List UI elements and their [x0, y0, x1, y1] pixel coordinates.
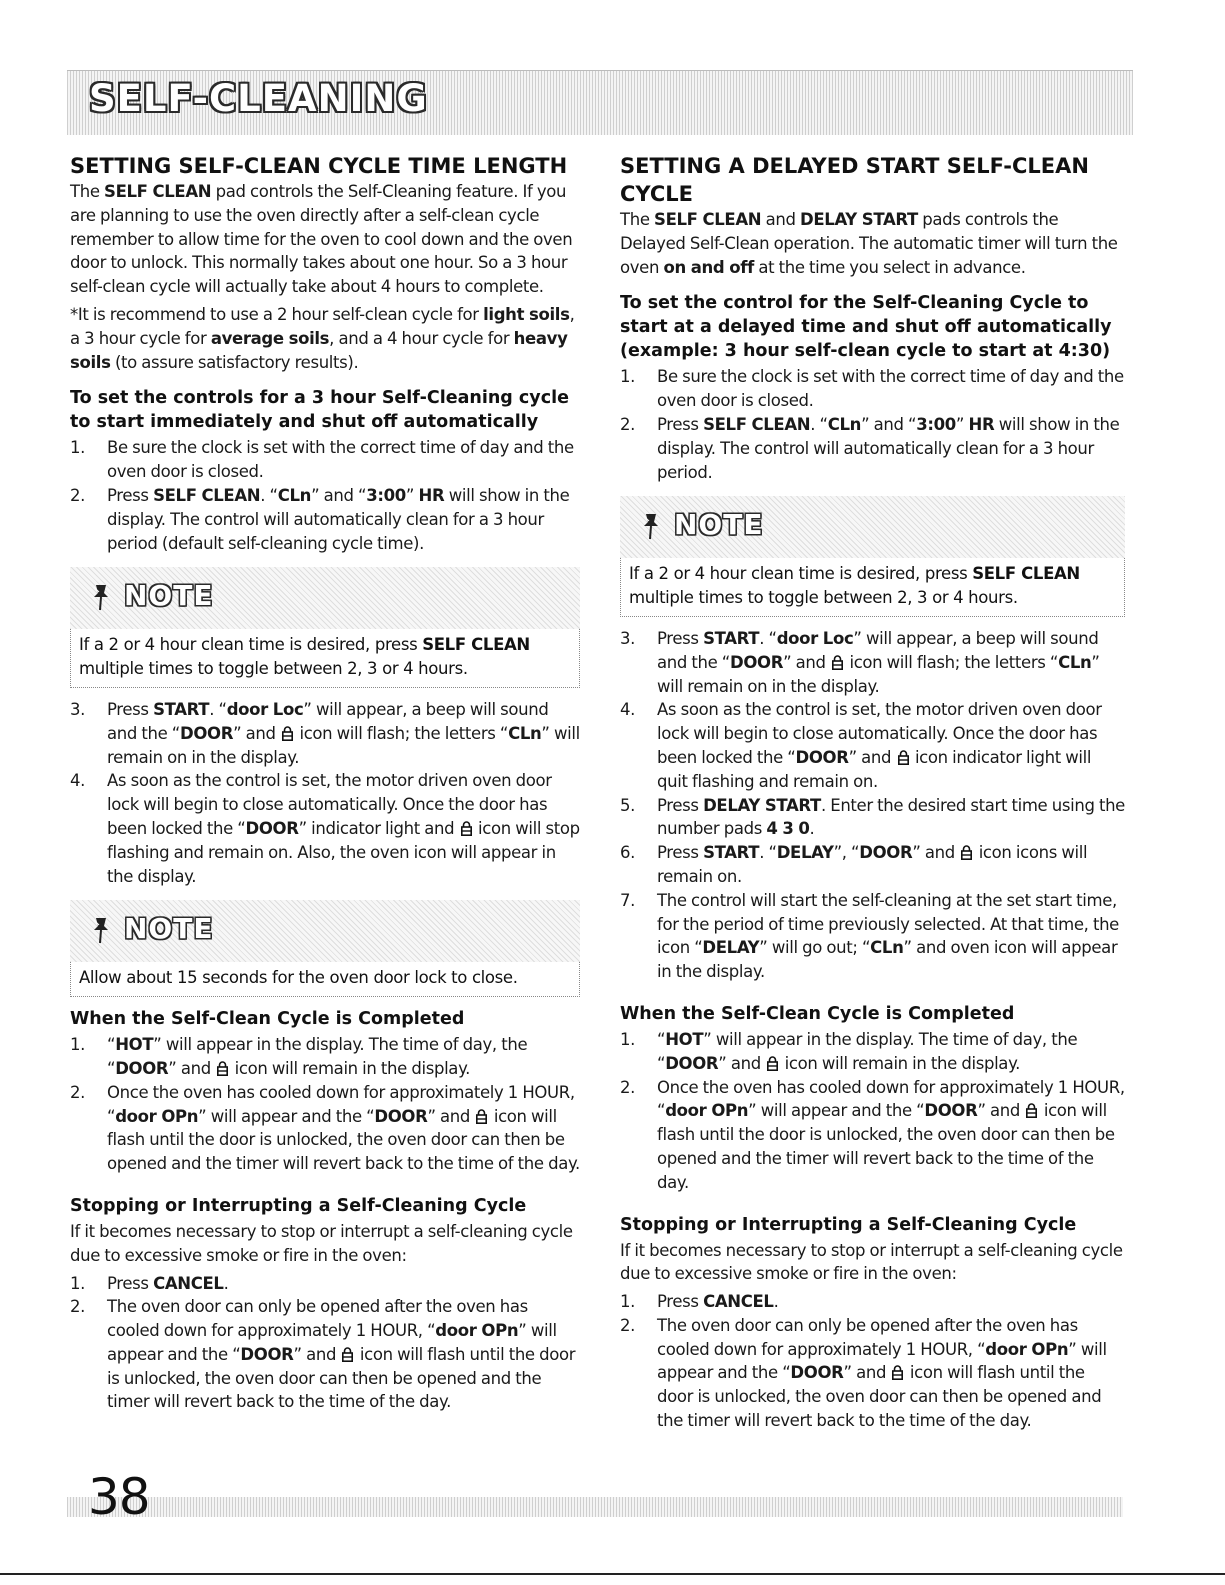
list-number: 1.: [620, 1029, 636, 1049]
list-number: 7.: [620, 890, 636, 910]
list-item: [620, 627, 1125, 698]
note-header: [620, 496, 1125, 558]
list-text: Press CANCEL.: [657, 1292, 779, 1312]
list-number: 2.: [620, 414, 636, 434]
list-item: [620, 1314, 1125, 1433]
section-banner: [67, 70, 1133, 135]
list-number: 1.: [70, 1035, 86, 1055]
list-text: The oven door can only be opened after the oven has cooled down for approximately 1 HOUR, “door OPn” will appear and the “DOOR” and icon will flash until the door is unlocked, the oven door can then be opened and the timer will revert back to the time of the day.: [657, 1315, 1107, 1431]
list-item: [70, 1081, 580, 1176]
list-item: [620, 1290, 1125, 1314]
right-subheading-stopping: Stopping or Interrupting a Self-Cleaning Cycle: [620, 1214, 1077, 1235]
list-item: [620, 413, 1125, 484]
list-text: As soon as the control is set, the motor driven oven door lock will begin to close automatically. Once the door has been locked the “DOOR” indicator light and icon will stop flashing and remain on. Also, the oven icon will appear in the display.: [107, 771, 580, 886]
footer-bar: [67, 1497, 1123, 1517]
lock-icon: [767, 1056, 778, 1071]
list-text: Press CANCEL.: [107, 1273, 229, 1293]
page-number: 38: [88, 1468, 150, 1526]
lock-icon: [217, 1061, 228, 1076]
right-intro-paragraph: The SELF CLEAN and DELAY START pads controls the Delayed Self-Clean operation. The automatic timer will turn the oven on and off at the time you select in advance.: [620, 210, 1118, 277]
list-number: 5.: [620, 795, 636, 815]
note-title: NOTE: [674, 508, 764, 542]
list-text: Press SELF CLEAN. “CLn” and “3:00” HR will show in the display. The control will automatically clean for a 3 hour period (default self-cleaning cycle time).: [107, 485, 570, 553]
right-steps-completed: [620, 1028, 1125, 1195]
list-text: Once the oven has cooled down for approximately 1 HOUR, “door OPn” will appear and the “DOOR” and icon will flash until the door is unlocked, the oven door can then be opened and the timer will revert back to the time of the day.: [657, 1077, 1125, 1192]
list-number: 1.: [620, 367, 636, 387]
list-text: Press START. “DELAY”, “DOOR” and icon icons will remain on.: [657, 843, 1088, 886]
lock-icon: [832, 655, 843, 670]
note-title: NOTE: [124, 579, 214, 613]
list-text: Press START. “door Loc” will appear, a beep will sound and the “DOOR” and icon will flash; the letters “CLn” will remain on in the display.: [657, 628, 1100, 696]
list-item: [620, 794, 1125, 842]
left-intro-paragraph-1: The SELF CLEAN pad controls the Self-Cleaning feature. If you are planning to use the oven directly after a self-clean cycle remember to allow time for the oven to cool down and the oven door to unlock. This normally takes about one hour. So a 3 hour self-clean cycle will actually take about 4 hours to complete.: [70, 182, 573, 297]
left-subheading-completed: When the Self-Clean Cycle is Completed: [70, 1009, 465, 1030]
list-item: [620, 1076, 1125, 1195]
list-text: “HOT” will appear in the display. The time of day, the “DOOR” and icon will remain in the display.: [107, 1035, 528, 1078]
list-item: [620, 889, 1125, 984]
lock-icon: [961, 845, 972, 860]
list-item: [70, 698, 580, 769]
list-item: [70, 484, 580, 555]
right-note-toggle-hours: [620, 496, 1125, 617]
note-header: [70, 567, 580, 629]
list-number: 2.: [70, 1082, 86, 1102]
lock-icon: [461, 821, 472, 836]
list-number: 6.: [620, 843, 636, 863]
lock-icon: [282, 726, 293, 741]
list-text: Be sure the clock is set with the correct time of day and the oven door is closed.: [107, 438, 574, 482]
left-steps-stopping: [70, 1272, 580, 1415]
list-number: 4.: [70, 771, 86, 791]
list-item: [620, 698, 1125, 793]
list-number: 2.: [620, 1315, 636, 1335]
pushpin-icon: [90, 916, 112, 944]
left-steps-immediate-1: [70, 436, 580, 555]
right-column: [620, 152, 1125, 1433]
list-text: Be sure the clock is set with the correct time of day and the oven door is closed.: [657, 367, 1124, 411]
right-subheading-completed: When the Self-Clean Cycle is Completed: [620, 1003, 1015, 1024]
list-number: 2.: [620, 1077, 636, 1097]
lock-icon: [892, 1365, 903, 1380]
list-item: [70, 436, 580, 484]
note-text: If a 2 or 4 hour clean time is desired, press SELF CLEAN multiple times to toggle between 2, 3 or 4 hours.: [620, 558, 1125, 617]
section-title: SELF-CLEANING: [89, 77, 428, 120]
left-subheading-immediate: To set the controls for a 3 hour Self-Cleaning cycle to start immediately and shut off automatically: [70, 388, 569, 433]
left-note-toggle-hours: [70, 567, 580, 688]
list-number: 2.: [70, 1297, 86, 1317]
left-note-lock-delay: [70, 900, 580, 997]
list-item: [70, 769, 580, 888]
list-item: [70, 1033, 580, 1081]
list-number: 3.: [70, 699, 86, 719]
list-item: [620, 365, 1125, 413]
list-number: 4.: [620, 700, 636, 720]
list-text: As soon as the control is set, the motor driven oven door lock will begin to close automatically. Once the door has been locked the “DOOR” and icon indicator light will quit flashing and remain on.: [657, 700, 1102, 791]
right-stopping-intro: If it becomes necessary to stop or interrupt a self-cleaning cycle due to excessive smoke or fire in the oven:: [620, 1240, 1123, 1284]
right-steps-delayed-1: [620, 365, 1125, 484]
left-stopping-intro: If it becomes necessary to stop or interrupt a self-cleaning cycle due to excessive smoke or fire in the oven:: [70, 1221, 573, 1265]
note-title: NOTE: [124, 912, 214, 946]
list-number: 1.: [70, 1273, 86, 1293]
pushpin-icon: [640, 512, 662, 540]
lock-icon: [476, 1109, 487, 1124]
right-subheading-delayed: To set the control for the Self-Cleaning Cycle to start at a delayed time and shut off automatically (example: 3 hour self-clean cycle to start at 4:30): [620, 293, 1112, 362]
lock-icon: [1026, 1103, 1037, 1118]
left-column: [70, 152, 580, 1414]
left-heading: SETTING SELF-CLEAN CYCLE TIME LENGTH: [70, 154, 568, 178]
list-text: “HOT” will appear in the display. The time of day, the “DOOR” and icon will remain in the display.: [657, 1029, 1078, 1073]
pushpin-icon: [90, 583, 112, 611]
right-steps-delayed-2: [620, 627, 1125, 984]
note-header: [70, 900, 580, 962]
list-item: [70, 1295, 580, 1414]
left-subheading-stopping: Stopping or Interrupting a Self-Cleaning Cycle: [70, 1195, 527, 1216]
note-text: Allow about 15 seconds for the oven door lock to close.: [70, 962, 580, 997]
lock-icon: [342, 1347, 353, 1362]
note-text: If a 2 or 4 hour clean time is desired, press SELF CLEAN multiple times to toggle between 2, 3 or 4 hours.: [70, 629, 580, 688]
list-number: 1.: [70, 438, 86, 458]
bottom-rule: [0, 1573, 1225, 1575]
left-steps-completed: [70, 1033, 580, 1176]
list-text: The oven door can only be opened after the oven has cooled down for approximately 1 HOUR, “door OPn” will appear and the “DOOR” and icon will flash until the door is unlocked, the oven door can then be opened and the timer will revert back to the time of the day.: [107, 1297, 576, 1412]
list-text: Once the oven has cooled down for approximately 1 HOUR, “door OPn” will appear and the “DOOR” and icon will flash until the door is unlocked, the oven door can then be opened and the timer will revert back to the time of the day.: [107, 1082, 580, 1174]
list-number: 3.: [620, 628, 636, 648]
left-steps-immediate-2: [70, 698, 580, 888]
list-number: 2.: [70, 485, 86, 505]
list-item: [620, 841, 1125, 889]
list-text: The control will start the self-cleaning at the set start time, for the period of time previously selected. At that time, the icon “DELAY” will go out; “CLn” and oven icon will appear in the display.: [657, 890, 1119, 982]
right-steps-stopping: [620, 1290, 1125, 1433]
list-text: Press START. “door Loc” will appear, a beep will sound and the “DOOR” and icon will flash; the letters “CLn” will remain on in the display.: [107, 699, 580, 767]
list-text: Press DELAY START. Enter the desired start time using the number pads 4 3 0.: [657, 795, 1125, 839]
right-heading: SETTING A DELAYED START SELF-CLEAN CYCLE: [620, 154, 1089, 206]
list-item: [70, 1272, 580, 1296]
lock-icon: [898, 750, 909, 765]
list-item: [620, 1028, 1125, 1076]
left-intro-paragraph-2: *It is recommend to use a 2 hour self-clean cycle for light soils, a 3 hour cycle for average soils, and a 4 hour cycle for heavy soils (to assure satisfactory results).: [70, 304, 575, 372]
list-text: Press SELF CLEAN. “CLn” and “3:00” HR will show in the display. The control will automatically clean for a 3 hour period.: [657, 414, 1120, 482]
list-number: 1.: [620, 1292, 636, 1312]
